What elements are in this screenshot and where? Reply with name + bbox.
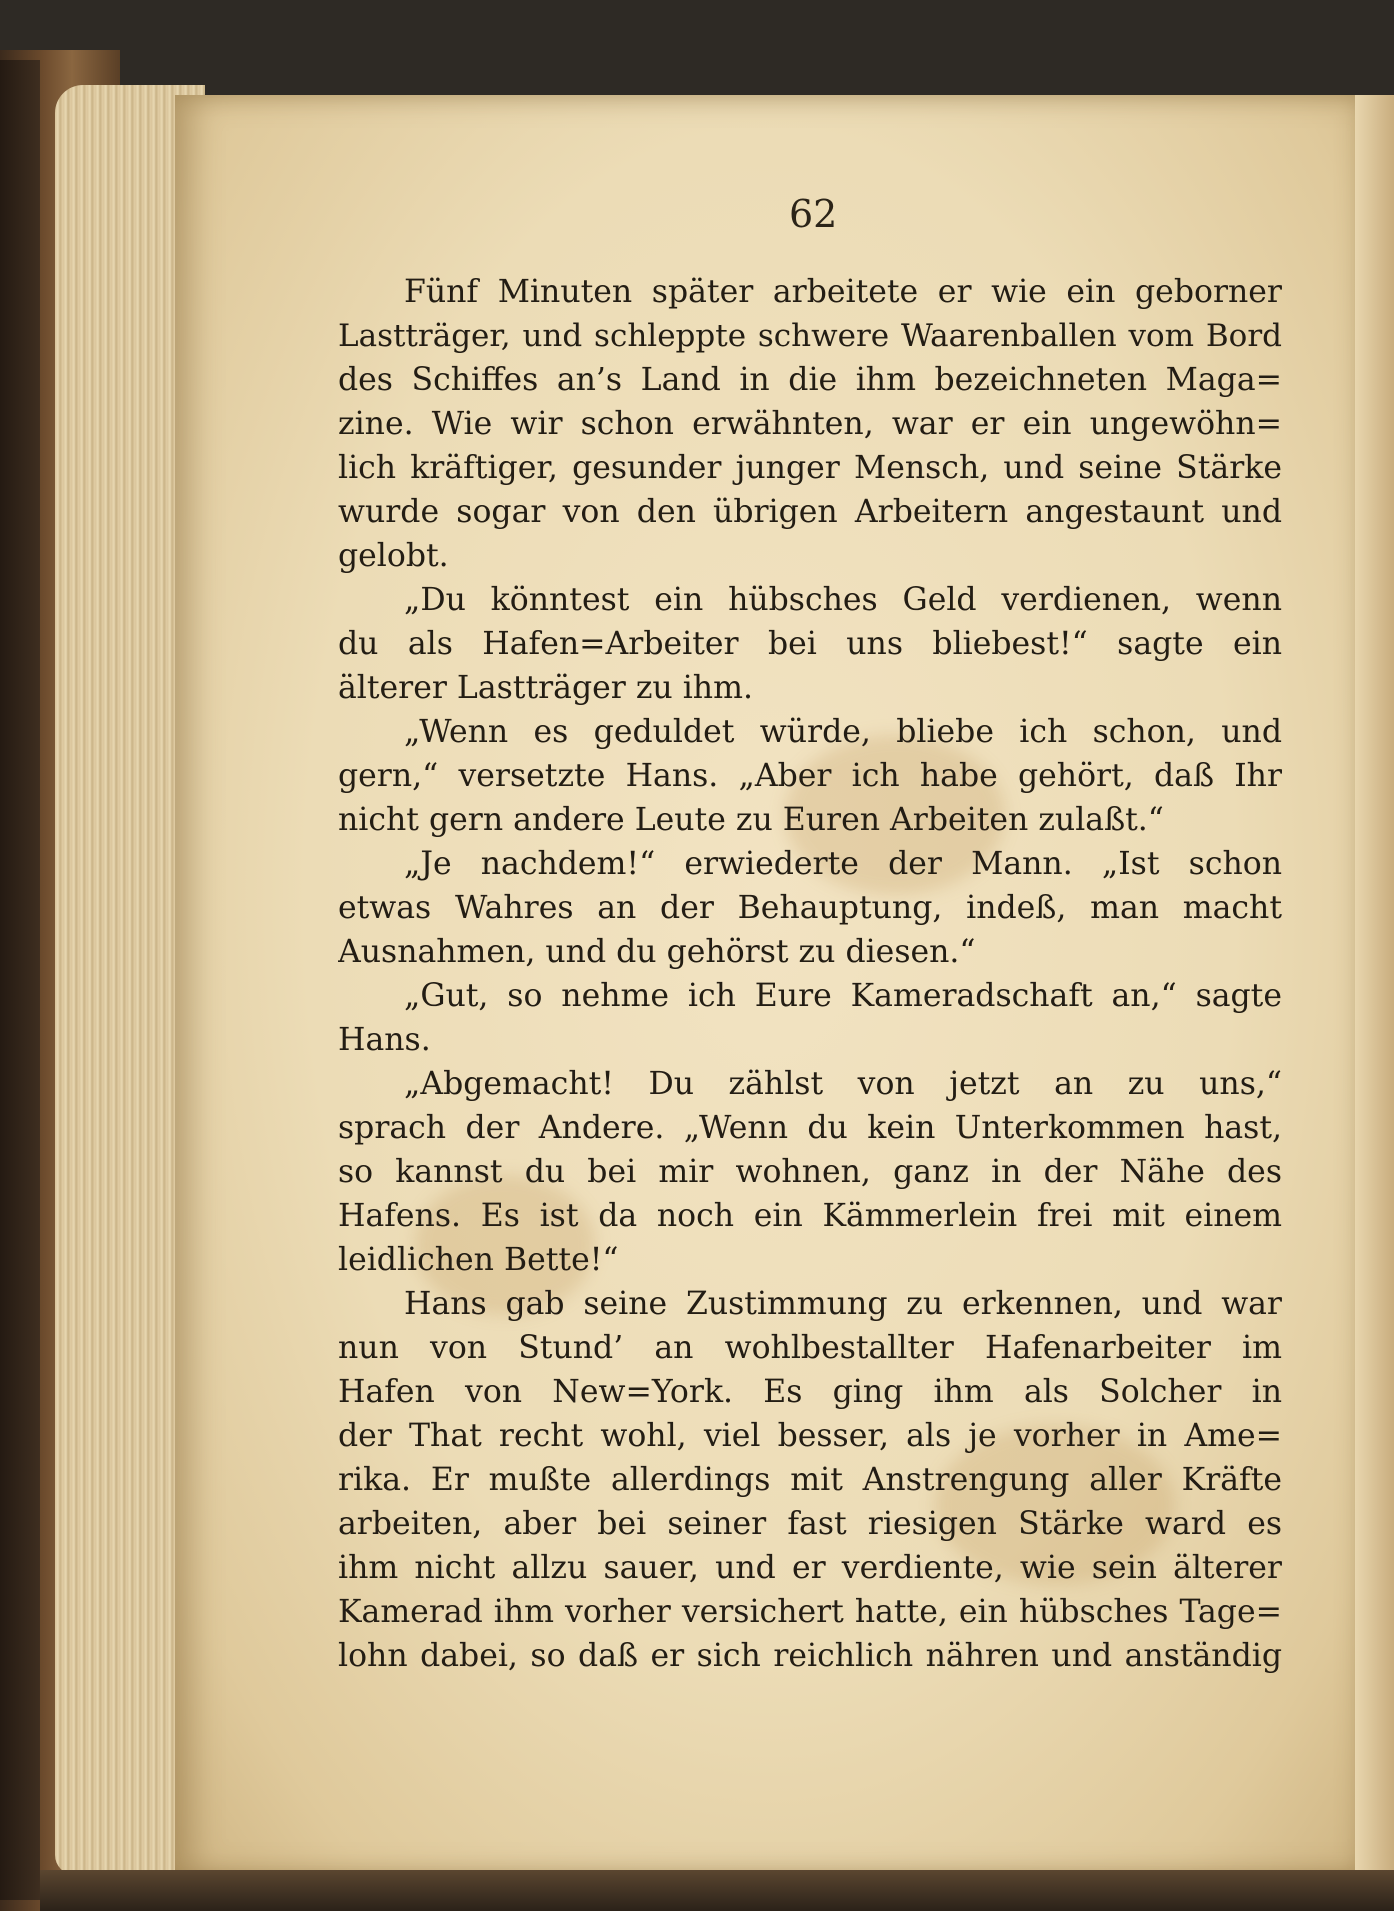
text-line: „Wenn es geduldet würde, bliebe ich schon, und (404, 714, 1282, 750)
text-line: „Abgemacht! Du zählst von jetzt an zu uns,“ (404, 1066, 1282, 1102)
text-line: gelobt. (338, 538, 449, 574)
text-line: Hafens. Es ist da noch ein Kämmerlein frei mit einem (338, 1198, 1282, 1234)
book-bottom-edge (40, 1870, 1394, 1911)
text-line: Lastträger, und schleppte schwere Waarenballen vom Bord (338, 318, 1282, 354)
text-line: der That recht wohl, viel besser, als je vorher in Ame= (338, 1418, 1282, 1454)
text-line: Kamerad ihm vorher versichert hatte, ein hübsches Tage= (338, 1594, 1282, 1630)
text-line: lich kräftiger, gesunder junger Mensch, und seine Stärke (338, 450, 1282, 486)
text-line: „Gut, so nehme ich Eure Kameradschaft an,“ sagte (404, 978, 1282, 1014)
text-line: lohn dabei, so daß er sich reichlich nähren und anständig (338, 1638, 1282, 1674)
book-spine-leather (0, 60, 40, 1900)
text-line: „Je nachdem!“ erwiederte der Mann. „Ist schon (404, 846, 1282, 882)
text-line: zine. Wie wir schon erwähnten, war er ein ungewöhn= (338, 406, 1282, 442)
text-line: leidlichen Bette!“ (338, 1242, 619, 1278)
page-right-edge (1355, 95, 1394, 1875)
text-line: wurde sogar von den übrigen Arbeitern angestaunt und (338, 494, 1282, 530)
page-number: 62 (789, 192, 838, 236)
text-line: „Du könntest ein hübsches Geld verdienen, wenn (404, 582, 1282, 618)
text-line: Fünf Minuten später arbeitete er wie ein geborner (404, 274, 1282, 310)
text-line: ihm nicht allzu sauer, und er verdiente, wie sein älterer (338, 1550, 1282, 1586)
text-line: gern,“ versetzte Hans. „Aber ich habe gehört, daß Ihr (338, 758, 1282, 794)
text-line: nun von Stund’ an wohlbestallter Hafenarbeiter im (338, 1330, 1282, 1366)
text-line: arbeiten, aber bei seiner fast riesigen Stärke ward es (338, 1506, 1282, 1542)
text-line: älterer Lastträger zu ihm. (338, 670, 753, 706)
text-line: Hans gab seine Zustimmung zu erkennen, und war (404, 1286, 1282, 1322)
text-line: etwas Wahres an der Behauptung, indeß, man macht (338, 890, 1282, 926)
text-line: sprach der Andere. „Wenn du kein Unterkommen hast, (338, 1110, 1282, 1146)
text-line: nicht gern andere Leute zu Euren Arbeiten zulaßt.“ (338, 802, 1164, 838)
text-line: Hans. (338, 1022, 431, 1058)
text-line: des Schiffes an’s Land in die ihm bezeichneten Maga= (338, 362, 1282, 398)
text-line: du als Hafen=Arbeiter bei uns bliebest!“ sagte ein (338, 626, 1282, 662)
text-line: so kannst du bei mir wohnen, ganz in der Nähe des (338, 1154, 1282, 1190)
text-line: Hafen von New=York. Es ging ihm als Solcher in (338, 1374, 1282, 1410)
text-line: rika. Er mußte allerdings mit Anstrengung aller Kräfte (338, 1462, 1282, 1498)
text-line: Ausnahmen, und du gehörst zu diesen.“ (338, 934, 976, 970)
body-text (338, 270, 1282, 1678)
